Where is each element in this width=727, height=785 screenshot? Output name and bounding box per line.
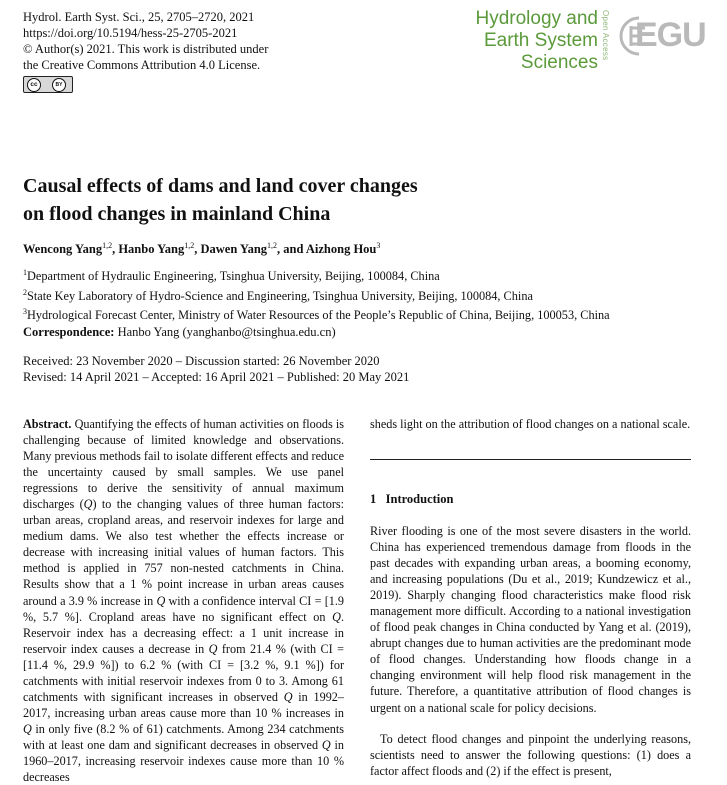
doi-link[interactable]: https://doi.org/10.5194/hess-25-2705-2021: [23, 26, 238, 40]
author-name: Aizhong Hou: [305, 242, 377, 257]
author-name: Dawen Yang: [200, 242, 268, 257]
open-access-label: Open Access: [601, 10, 610, 61]
title-line-1: Causal effects of dams and land cover changes: [23, 175, 418, 197]
abstract-divider: [370, 459, 691, 460]
abstract-var: Q: [283, 689, 293, 704]
section-heading-introduction: [370, 492, 453, 507]
affiliation-number: 2: [23, 287, 27, 297]
author-list: [23, 241, 380, 257]
egu-text: EGU: [635, 16, 706, 54]
abstract-text: ) to the changing values of three human factors: urban areas, cropland areas, and reservoir indexes for large and medium dams. We also test whether the effects increase or decrease with increasing initial values of human factors. This method is applied in 757 non-nested catchments in China. Results show that a 1 % point increase in urban areas causes around a 3.9 % increase in: [23, 497, 345, 608]
history-received: Received: 23 November 2020 – Discussion started: 26 November 2020: [23, 354, 380, 368]
affiliation-number: 1: [23, 268, 27, 277]
introduction-paragraph-2: To detect flood changes and pinpoint the underlying reasons, scientists need to answer the following questions: (1) does a factor affect floods and (2) if the effect is present,: [370, 732, 691, 779]
license-line: the Creative Commons Attribution 4.0 License.: [23, 58, 261, 72]
paper-title: [23, 172, 418, 228]
affiliation-list: [23, 265, 610, 324]
journal-line-1: Hydrology and: [475, 8, 598, 29]
history-published: Revised: 14 April 2021 – Accepted: 16 April 2021 – Published: 20 May 2021: [23, 370, 410, 384]
copyright-line: © Author(s) 2021. This work is distributed under: [23, 42, 269, 56]
affiliation-text: State Key Laboratory of Hydro-Science and Engineering, Tsinghua University, Beijing, 100084, China: [27, 288, 533, 303]
abstract-text: in only five (8.2 % of 61) catchments. Among 234 catchments with at least one dam and significant decreases in observed: [23, 721, 344, 752]
affiliation-text: Department of Hydraulic Engineering, Tsinghua University, Beijing, 100084, China: [27, 269, 440, 284]
author-affiliation: 1,2: [267, 241, 278, 250]
abstract-text: with a confidence interval CI = [1.9 %, 5.7 %]. Cropland areas have no significant effect on: [23, 593, 344, 624]
cc-icon: cc: [27, 78, 41, 92]
author-affiliation: 1,2: [102, 241, 113, 250]
author-separator: ,: [112, 242, 119, 257]
abstract-var: Q: [332, 609, 341, 624]
author-name: Hanbo Yang: [118, 242, 185, 257]
affiliation-item: [23, 265, 610, 285]
abstract-var: Q: [23, 721, 32, 736]
cc-by-license-icon: [23, 76, 73, 93]
abstract-var: Q: [208, 641, 218, 656]
journal-reference: Hydrol. Earth Syst. Sci., 25, 2705–2720, 2021: [23, 10, 255, 24]
egu-logo: [617, 14, 706, 58]
title-line-2: on flood changes in mainland China: [23, 203, 331, 225]
journal-name-logo: [475, 8, 598, 74]
journal-line-2: Earth System: [483, 30, 598, 51]
abstract-text: in 1992–2017, increasing urban areas cause more than 10 % increases in: [23, 689, 344, 720]
author-name: Wencong Yang: [23, 242, 103, 257]
correspondence-text[interactable]: Hanbo Yang (yanghanbo@tsinghua.edu.cn): [117, 325, 336, 339]
abstract-text: . Reservoir index has a decreasing effect: a 1 unit increase in reservoir index causes a decrease in: [23, 609, 344, 656]
author-affiliation: 3: [376, 241, 381, 250]
abstract: [23, 416, 344, 785]
abstract-text: from 21.4 % (with CI = [11.4 %, 29.9 %]) to 6.2 % (with CI = [3.2 %, 9.1 %]) for catchments with initial reservoir indexes from 0 to 3. Among 61 catchments with significant increases in observed: [23, 641, 344, 704]
abstract-continuation: sheds light on the attribution of flood changes on a national scale.: [370, 417, 691, 431]
abstract-text: in 1960–2017, increasing reservoir indexes cause more than 10 % decreases: [23, 737, 344, 785]
author-separator: , and: [277, 242, 306, 257]
abstract-label: Abstract.: [23, 417, 72, 431]
correspondence: [23, 324, 336, 340]
affiliation-text: Hydrological Forecast Center, Ministry of Water Resources of the People’s Republic of China, Beijing, 100053, China: [27, 308, 610, 323]
affiliation-number: 3: [23, 307, 27, 317]
affiliation-item: [23, 304, 610, 324]
abstract-var: Q: [156, 593, 166, 608]
author-affiliation: 1,2: [184, 241, 195, 250]
section-number: 1: [370, 492, 377, 506]
affiliation-item: [23, 285, 610, 305]
abstract-var: Q: [83, 497, 93, 512]
by-icon: BY: [52, 78, 66, 92]
author-separator: ,: [194, 242, 201, 257]
abstract-text: Quantifying the effects of human activities on floods is challenging because of limited knowledge and observations. Many previous methods fail to isolate different effects and reduce the uncertainty caused by small samples. We use panel regressions to derive the sensitivity of annual maximum discharges (: [23, 417, 344, 512]
introduction-paragraph-1: River flooding is one of the most severe disasters in the world. China has experienced tremendous damage from floods in the past decades with expanding urban areas, a booming economy, and increasing populations (Du et al., 2019; Kundzewicz et al., 2019). Sharply changing flood characteristics make flood risk management more difficult. According to a national investigation of flood peak changes in China conducted by Yang et al. (2019), abrupt changes due to human activities are the predominant mode of flood changes. Understanding how floods change in a changing environment will help flood risk management in the future. Therefore, a quantitative attribution of flood changes is urgent on a national scale for policy decisions.: [370, 524, 691, 715]
journal-line-3: Sciences: [520, 52, 598, 73]
abstract-var: Q: [321, 737, 331, 752]
section-title: Introduction: [385, 492, 454, 506]
correspondence-label: Correspondence:: [23, 325, 115, 339]
